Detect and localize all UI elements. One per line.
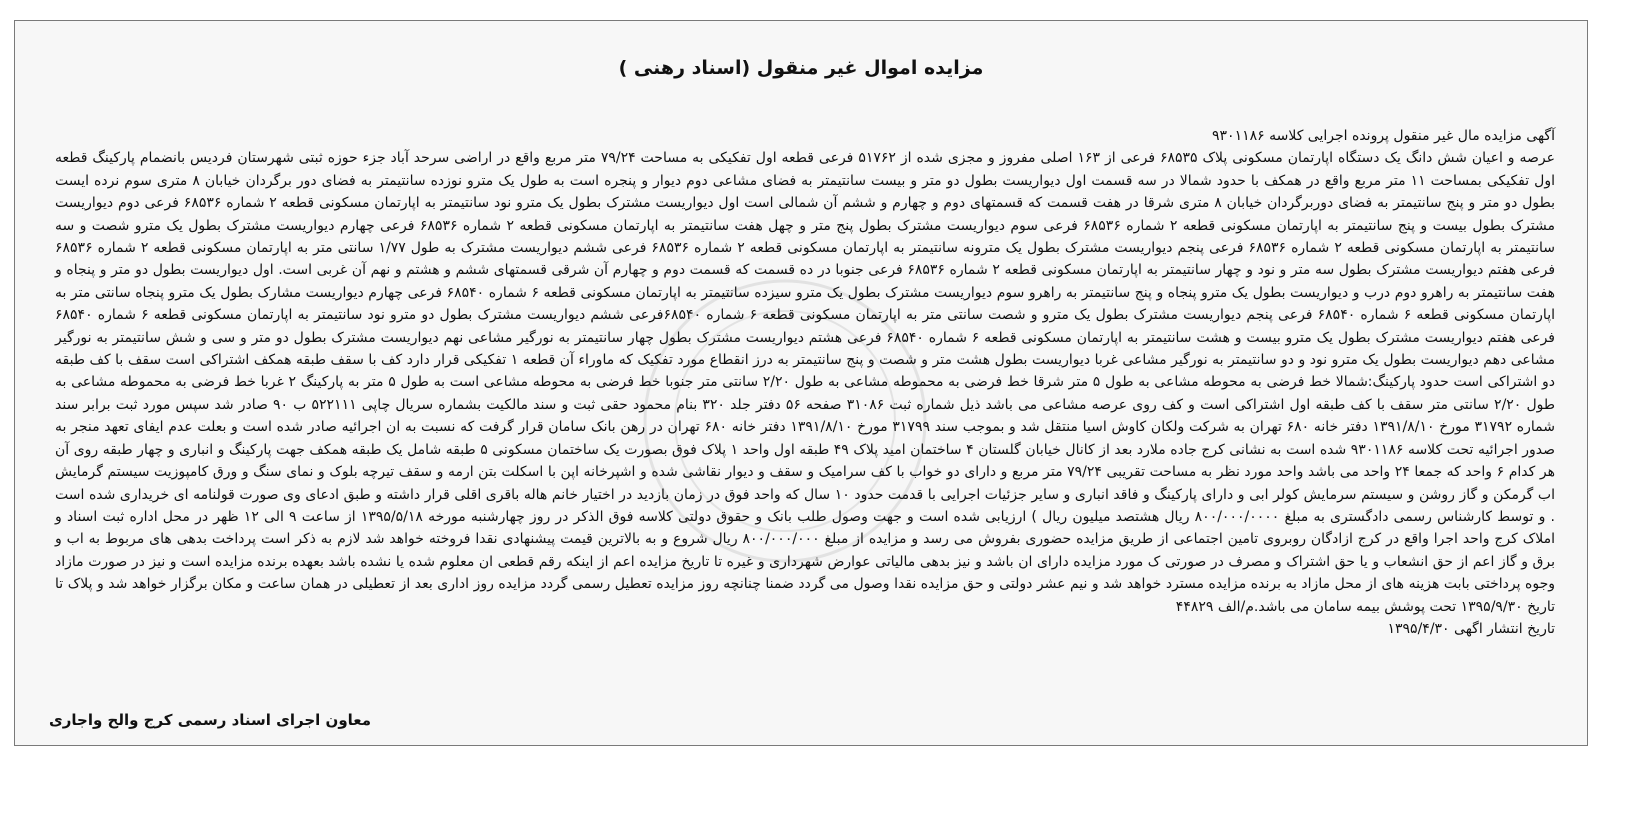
notice-body	[55, 125, 1555, 640]
publish-date: تاریخ انتشار اگهی ۱۳۹۵/۴/۳۰	[1387, 620, 1555, 637]
case-line: آگهی مزایده مال غیر منقول پرونده اجرایی کلاسه ۹۳۰۱۱۸۶	[1212, 128, 1555, 144]
auction-notice	[14, 20, 1588, 746]
notice-title: مزایده اموال غیر منقول (اسناد رهنی )	[618, 57, 984, 79]
property-description: عرصه و اعیان شش دانگ یک دستگاه اپارتمان مسکونی پلاک ۶۸۵۳۵ فرعی از ۱۶۳ اصلی مفروز و مجزی شده از ۵۱۷۶۲ فرعی قطعه اول تفکیکی به مساحت ۷۹/۲۴ متر مربع واقع در اراضی سرحد آباد جزء حوزه ثبتی شهرستان فردیس بانضمام پارکینگ قطعه اول تفکیکی بمساحت ۱۱ متر مربع واقع در همکف با حدود شمالا در سه قسمت اول دیواریست بطول دو متر و بیست سانتیمتر به فضای مشاعی دوم دیوار و پنجره است به طول یک مترو نوزده سانتیمتر به فضای دور برگردان خیابان ۸ متری سوم نرده ایست بطول دو متر و پنج سانتیمتر به فضای دوربرگردان خیابان ۸ متری شرقا در هفت قسمت که قسمتهای دوم و چهارم و ششم آن شمالی است اول دیواریست مشترک بطول یک مترو نود سانتیمتر به اپارتمان مسکونی قطعه ۲ شماره ۶۸۵۳۶ فرعی دوم دیواریست مشترک بطول بیست و پنج سانتیمتر به اپارتمان مسکونی قطعه ۲ شماره ۶۸۵۳۶ فرعی سوم دیواریست مشترک بطول پنج متر و چهل هفت سانتیمتر به اپارتمان مسکونی قطعه ۲ شماره ۶۸۵۳۶ فرعی چهارم دیواریست مشترک بطول یک مترو شصت و سه سانتیمتر به اپارتمان مسکونی قطعه ۲ شماره ۶۸۵۳۶ فرعی پنجم دیواریست مشترک بطول یک مترونه سانتیمتر به اپارتمان مسکونی قطعه ۲ شماره ۶۸۵۳۶ فرعی ششم دیواریست مشترک به طول ۱/۷۷ سانتی متر به اپارتمان مسکونی قطعه ۲ شماره ۶۸۵۳۶ فرعی هفتم دیواریست مشترک بطول سه متر و نود و چهار سانتیمتر به اپارتمان مسکونی قطعه ۲ شماره ۶۸۵۳۶ فرعی جنوبا در ده قسمت که قسمت دوم و چهارم آن شرقی قسمتهای ششم و هشتم و نهم آن غربی است. اول دیواریست بطول دو متر و پنجاه و هفت سانتیمتر به راهرو دوم درب و دیواریست بطول یک مترو پنجاه و پنج سانتیمتر به راهرو سوم دیواریست مشترک بطول یک مترو سیزده سانتیمتر به اپارتمان مسکونی قطعه ۶ شماره ۶۸۵۴۰ فرعی چهارم دیواریست مشارک بطول یک مترو پنجاه سانتی متر به اپارتمان مسکونی قطعه ۶ شماره ۶۸۵۴۰ فرعی پنجم دیواریست مشترک بطول یک مترو و شصت سانتی متر به اپارتمان مسکونی قطعه ۶ شماره ۶۸۵۴۰فرعی ششم دیواریست مشترک بطول دو مترو نود سانتیمتر به اپارتمان مسکونی قطعه ۶ شماره ۶۸۵۴۰ فرعی هفتم دیواریست مشترک بطول یک مترو بیست و هشت سانتیمتر به اپارتمان مسکونی قطعه ۶ شماره ۶۸۵۴۰ فرعی هشتم دیواریست مشترک بطول چهار سانتیمتر به نورگیر مشاعی نهم دیواریست مشترک بطول دو متر و سی و شش سانتیمتر به نورگیر مشاعی دهم دیواریست بطول یک مترو نود و دو سانتیمتر به نورگیر مشاعی غربا دیواریست بطول هشت متر و شصت و پنج سانتیمتر به درز انقطاع مورد تفکیک که ماوراء آن قطعه ۱ تفکیکی قرار دارد کف با سقف طبقه همکف اشتراکی است سقف با کف طبقه دو اشتراکی است حدود پارکینگ:شمالا خط فرضی به محوطه مشاعی به طول ۵ متر شرقا خط فرضی به محموطه مشاعی به طول ۲/۲۰ سانتی متر جنوبا خط فرضی به محوطه مشاعی است به طول ۵ متر به پارکینگ ۲ غربا خط فرضی به محموطه مشاعی به طول ۲/۲۰ سانتی متر سقف با کف طبقه اول اشتراکی است و کف روی عرصه مشاعی می باشد ذیل شماره ثبت ۳۱۰۸۶ صفحه ۵۶ دفتر جلد ۳۲۰ بنام محمود حقی ثبت و سند مالکیت بشماره سریال چاپی ۵۲۲۱۱۱ ب ۹۰ صادر شد سپس مورد ثبت برابر سند شماره ۳۱۷۹۲ مورخ ۱۳۹۱/۸/۱۰ دفتر خانه ۶۸۰ تهران به شرکت ولکان کاوش اسیا منتقل شد و بموجب سند ۳۱۷۹۹ مورخ ۱۳۹۱/۸/۱۰ دفتر خانه ۶۸۰ تهران در رهن بانک سامان قرار گرفت که نسبت به ان اجرائیه صادر شده است و بعلت عدم ایفای تعهد منجر به صدور اجرائیه تحت کلاسه ۹۳۰۱۱۸۶ شده است به نشانی کرج جاده ملارد بعد از کانال خیابان گلستان ۴ ساختمان امید پلاک ۴۹ طبقه اول واحد ۱ پلاک فوق بصورت یک ساختمان مسکونی ۵ طبقه شامل یک طبقه همکف جهت پارکینگ و انباری و چهار طبقه روی آن هر کدام ۶ واحد که جمعا ۲۴ واحد می باشد واحد مورد نظر به مساحت تقریبی ۷۹/۲۴ متر مربع و دارای دو خواب با کف سرامیک و سقف و دیوار نقاشی شده و اشپرخانه اپن با اسکلت بتن ارمه و سقف تیرچه بلوک و نمای سنگ و ورق کامپوزیت سیستم گرمایش اب گرمکن و گاز روشن و سیستم سرمایش کولر ابی و دارای پارکینگ و فاقد انباری و سایر جزئیات اجرایی با قدمت حدود ۱۰ سال که واحد فوق در زمان بازدید در اختیار خانم هاله باقری اقلی قرار داشته و طبق ادعای وی صورت قولنامه ای خریداری شده است . و توسط کارشناس رسمی دادگستری به مبلغ ۸۰۰/۰۰۰/۰۰۰۰ ریال هشتصد میلیون ریال ) ارزیابی شده است و جهت وصول طلب بانک و حقوق دولتی کلاسه فوق الذکر در روز چهارشنبه مورخه ۱۳۹۵/۵/۱۸ از ساعت ۹ الی ۱۲ ظهر در محل اداره ثبت اسناد و املاک کرج واحد اجرا واقع در کرج ازادگان روبروی تامین اجتماعی از طریق مزایده حضوری بفروش می رسد و مزایده از مبلغ ۸۰۰/۰۰۰/۰۰۰ ریال شروع و به بالاترین قیمت پیشنهادی نقدا فروخته خواهد شد لازم به ذکر است پرداخت بدهی های مربوط به اب و برق و گاز اعم از حق انشعاب و یا حق اشتراک و مصرف در صورتی ک مورد مزایده دارای ان باشد و نیز بدهی مالیاتی عوارض شهرداری و غیره تا تاریخ مزایده اعم از اینکه رقم قطعی ان معلوم شده یا نشده باشد بعهده برنده مزایده است و نیز در صورت مازاد وجوه پرداختی بابت هزینه های از محل مازاد به برنده مزایده مسترد خواهد شد و نیم عشر دولتی و حق مزایده نقدا وصول می گردد ضمنا چنانچه روز مزایده تعطیل رسمی گردد مزایده روز اداری بعد از تعطیلی در همان ساعت و مکان برگزار خواهد شد و پلاک تا تاریخ ۱۳۹۵/۹/۳۰ تحت پوشش بیمه سامان می باشد.م/الف ۴۴۸۲۹	[55, 150, 1556, 615]
signature-line: معاون اجرای اسناد رسمی کرج والح واجاری	[49, 711, 372, 729]
